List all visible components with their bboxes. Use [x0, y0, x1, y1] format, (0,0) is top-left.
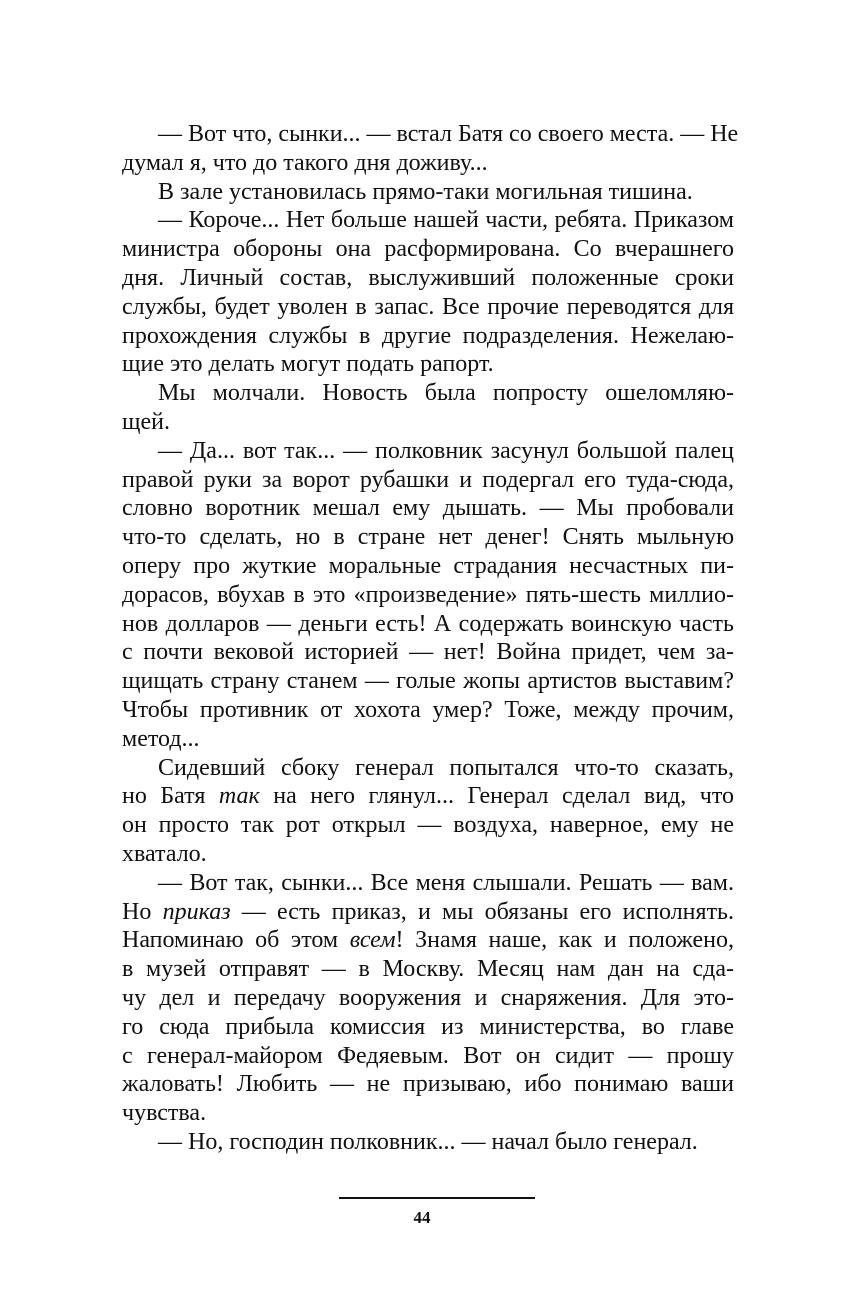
- text-line: [122, 581, 734, 610]
- text-line: [122, 1128, 734, 1157]
- text-line: [122, 120, 739, 149]
- text-line: [122, 1042, 734, 1071]
- paragraph: [122, 754, 734, 869]
- text-run: министра обороны она расформирована. Со вчерашнего: [122, 236, 734, 263]
- text-run: с генерал-майором Федяевым. Вот он сидит — прошу: [122, 1042, 734, 1069]
- paragraph: [122, 120, 739, 178]
- text-run: щищать страну станем — голые жопы артистов выставим?: [122, 668, 734, 695]
- text-line: [122, 869, 734, 898]
- footer-rule: [339, 1197, 535, 1199]
- text-line: [122, 178, 734, 207]
- text-run: дорасов, вбухав в это «произведение» пять-шесть миллио-: [122, 581, 734, 608]
- text-run: оперу про жуткие моральные страдания несчастных пи-: [122, 552, 734, 579]
- text-run: — Вот так, сынки... Все меня слышали. Решать — вам.: [158, 869, 734, 896]
- text-run: Мы молчали. Новость была попросту ошеломляю-: [158, 380, 734, 407]
- text-line: [122, 264, 734, 293]
- text-run: правой руки за ворот рубашки и подергал его туда-сюда,: [122, 466, 734, 493]
- text-line: [122, 1070, 734, 1099]
- text-line: [122, 350, 734, 379]
- text-line: [122, 437, 734, 466]
- italic-text: так: [218, 783, 260, 810]
- paragraph: [122, 1128, 734, 1157]
- text-run: В зале установилась прямо-таки могильная тишина.: [158, 178, 693, 205]
- paragraph: [122, 437, 734, 754]
- text-line: [122, 235, 734, 264]
- text-line: [122, 379, 734, 408]
- paragraph: [122, 379, 734, 437]
- text-run: с почти вековой историей — нет! Война придет, чем за-: [122, 639, 734, 666]
- page-number: 44: [413, 1208, 431, 1227]
- text-run: он просто так рот открыл — воздуха, наверное, ему не: [122, 812, 734, 839]
- text-run: но Батя: [122, 783, 219, 810]
- text-line: [122, 926, 734, 955]
- text-run: прохождения службы в другие подразделения. Нежелаю-: [122, 322, 734, 349]
- text-run: Сидевший сбоку генерал попытался что-то сказать,: [158, 754, 734, 781]
- text-run: думал я, что до такого дня доживу...: [122, 149, 488, 176]
- text-line: [122, 782, 734, 811]
- text-line: [122, 149, 734, 178]
- text-line: [122, 322, 734, 351]
- text-run: щей.: [122, 408, 170, 435]
- text-run: нов долларов — деньги есть! А содержать воинскую часть: [122, 610, 734, 637]
- italic-text: всем: [349, 927, 396, 954]
- text-run: Напоминаю об этом: [122, 927, 350, 954]
- page-body: [122, 120, 739, 1157]
- text-run: — Вот что, сынки... — встал Батя со своего места. — Не: [158, 121, 739, 147]
- paragraph: [122, 206, 734, 379]
- text-run: — есть приказ, и мы обязаны его исполнять.: [230, 898, 735, 925]
- text-line: [122, 638, 734, 667]
- text-line: [122, 494, 734, 523]
- text-line: [122, 293, 734, 322]
- text-line: [122, 552, 734, 581]
- text-line: [122, 840, 734, 869]
- text-run: Но: [122, 898, 163, 925]
- text-run: словно воротник мешал ему дышать. — Мы пробовали: [122, 495, 734, 522]
- text-run: — Короче... Нет больше нашей части, ребята. Приказом: [158, 207, 734, 234]
- text-run: ! Знамя наше, как и положено,: [395, 927, 734, 954]
- text-run: в музей отправят — в Москву. Месяц нам дан на сда-: [122, 956, 734, 983]
- text-run: щие это делать могут подать рапорт.: [122, 351, 494, 378]
- text-run: службы, будет уволен в запас. Все прочие переводятся для: [122, 293, 734, 320]
- text-line: [122, 811, 734, 840]
- text-line: [122, 667, 734, 696]
- text-line: [122, 898, 734, 927]
- text-line: [122, 955, 734, 984]
- text-run: дня. Личный состав, выслуживший положенные сроки: [122, 264, 734, 291]
- text-line: [122, 696, 734, 725]
- text-line: [122, 754, 734, 783]
- paragraph: [122, 178, 734, 207]
- italic-text: приказ: [162, 898, 231, 925]
- text-line: [122, 408, 734, 437]
- paragraph: [122, 869, 734, 1128]
- text-line: [122, 1099, 734, 1128]
- text-run: жаловать! Любить — не призываю, ибо понимаю ваши: [122, 1071, 734, 1098]
- text-run: Чтобы противник от хохота умер? Тоже, между прочим,: [122, 696, 734, 723]
- text-run: хватало.: [122, 840, 207, 867]
- text-run: чу дел и передачу вооружения и снаряжения. Для это-: [122, 984, 734, 1011]
- text-line: [122, 1013, 734, 1042]
- text-run: го сюда прибыла комиссия из министерства, во главе: [122, 1013, 734, 1040]
- text-run: — Но, господин полковник... — начал было генерал.: [158, 1128, 698, 1155]
- text-run: чувства.: [122, 1100, 207, 1127]
- text-line: [122, 523, 734, 552]
- text-line: [122, 466, 734, 495]
- text-line: [122, 206, 734, 235]
- text-run: что-то сделать, но в стране нет денег! Снять мыльную: [122, 524, 734, 551]
- text-run: метод...: [122, 725, 200, 752]
- text-run: — Да... вот так... — полковник засунул большой палец: [158, 437, 734, 464]
- text-line: [122, 610, 734, 639]
- text-line: [122, 984, 734, 1013]
- text-line: [122, 725, 734, 754]
- text-run: на него глянул... Генерал сделал вид, что: [259, 783, 735, 810]
